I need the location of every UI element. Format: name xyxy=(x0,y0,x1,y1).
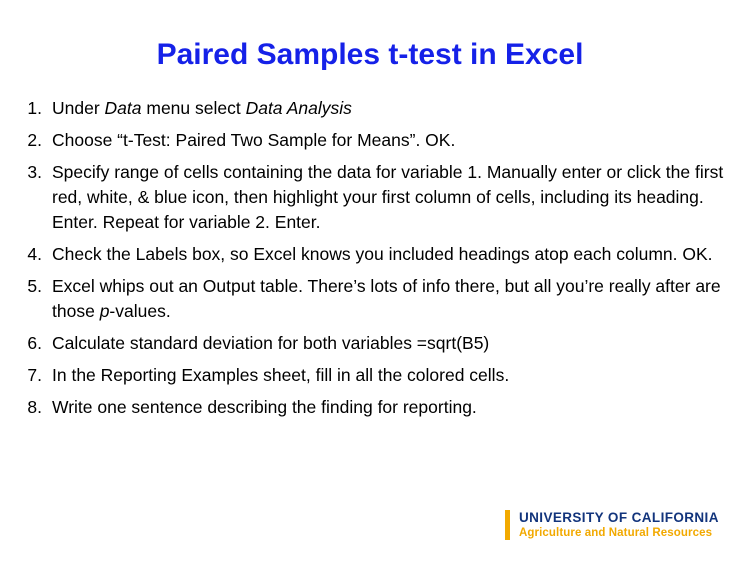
list-item xyxy=(10,160,734,235)
emphasis-text: Data Analysis xyxy=(245,98,352,118)
page-title: Paired Samples t-test in Excel xyxy=(156,38,584,71)
plain-text: Write one sentence describing the finding for reporting. xyxy=(52,397,477,417)
list-item-number: 2. xyxy=(27,130,42,150)
list-item-text xyxy=(52,96,734,121)
plain-text: Excel whips out an Output table. There’s lots of info there, but all you’re really after are those xyxy=(52,276,721,321)
plain-text: Under xyxy=(52,98,105,118)
emphasis-text: Data xyxy=(104,98,142,118)
list-item-text xyxy=(52,128,734,153)
list-item xyxy=(10,242,734,267)
uc-anr-logo xyxy=(505,508,720,542)
list-item-number: 4. xyxy=(27,244,42,264)
list-item-text xyxy=(52,395,734,420)
logo-text xyxy=(519,510,719,540)
list-item-text xyxy=(52,242,734,267)
list-item-text xyxy=(52,160,734,235)
logo-organization-name: UNIVERSITY OF CALIFORNIA xyxy=(519,510,719,525)
list-item xyxy=(10,363,734,388)
plain-text: Choose “t-Test: Paired Two Sample for Means”. OK. xyxy=(52,130,456,150)
list-item-number: 8. xyxy=(27,397,42,417)
plain-text: Specify range of cells containing the data for variable 1. Manually enter or click the first red, white, & blue icon, then highlight your first column of cells, including its heading. Enter. Repeat for variable 2. Enter. xyxy=(52,162,724,232)
list-item-number: 6. xyxy=(27,333,42,353)
list-item-number: 3. xyxy=(27,162,42,182)
logo-accent-bar xyxy=(505,510,510,540)
plain-text: menu select xyxy=(141,98,246,118)
list-item xyxy=(10,395,734,420)
emphasis-text: p xyxy=(99,301,110,321)
list-item xyxy=(10,128,734,153)
instruction-list xyxy=(10,96,734,427)
plain-text: Calculate standard deviation for both variables =sqrt(B5) xyxy=(52,333,490,353)
list-item-text xyxy=(52,363,734,388)
list-item-text xyxy=(52,274,734,324)
list-item xyxy=(10,331,734,356)
list-item-text xyxy=(52,331,734,356)
logo-division-name: Agriculture and Natural Resources xyxy=(519,527,713,539)
plain-text: In the Reporting Examples sheet, fill in all the colored cells. xyxy=(52,365,510,385)
list-item-number: 5. xyxy=(27,276,42,296)
list-item xyxy=(10,96,734,121)
plain-text: Check the Labels box, so Excel knows you included headings atop each column. OK. xyxy=(52,244,713,264)
list-item-number: 1. xyxy=(27,98,42,118)
list-item-number: 7. xyxy=(27,365,42,385)
plain-text: -values. xyxy=(109,301,171,321)
list-item xyxy=(10,274,734,324)
